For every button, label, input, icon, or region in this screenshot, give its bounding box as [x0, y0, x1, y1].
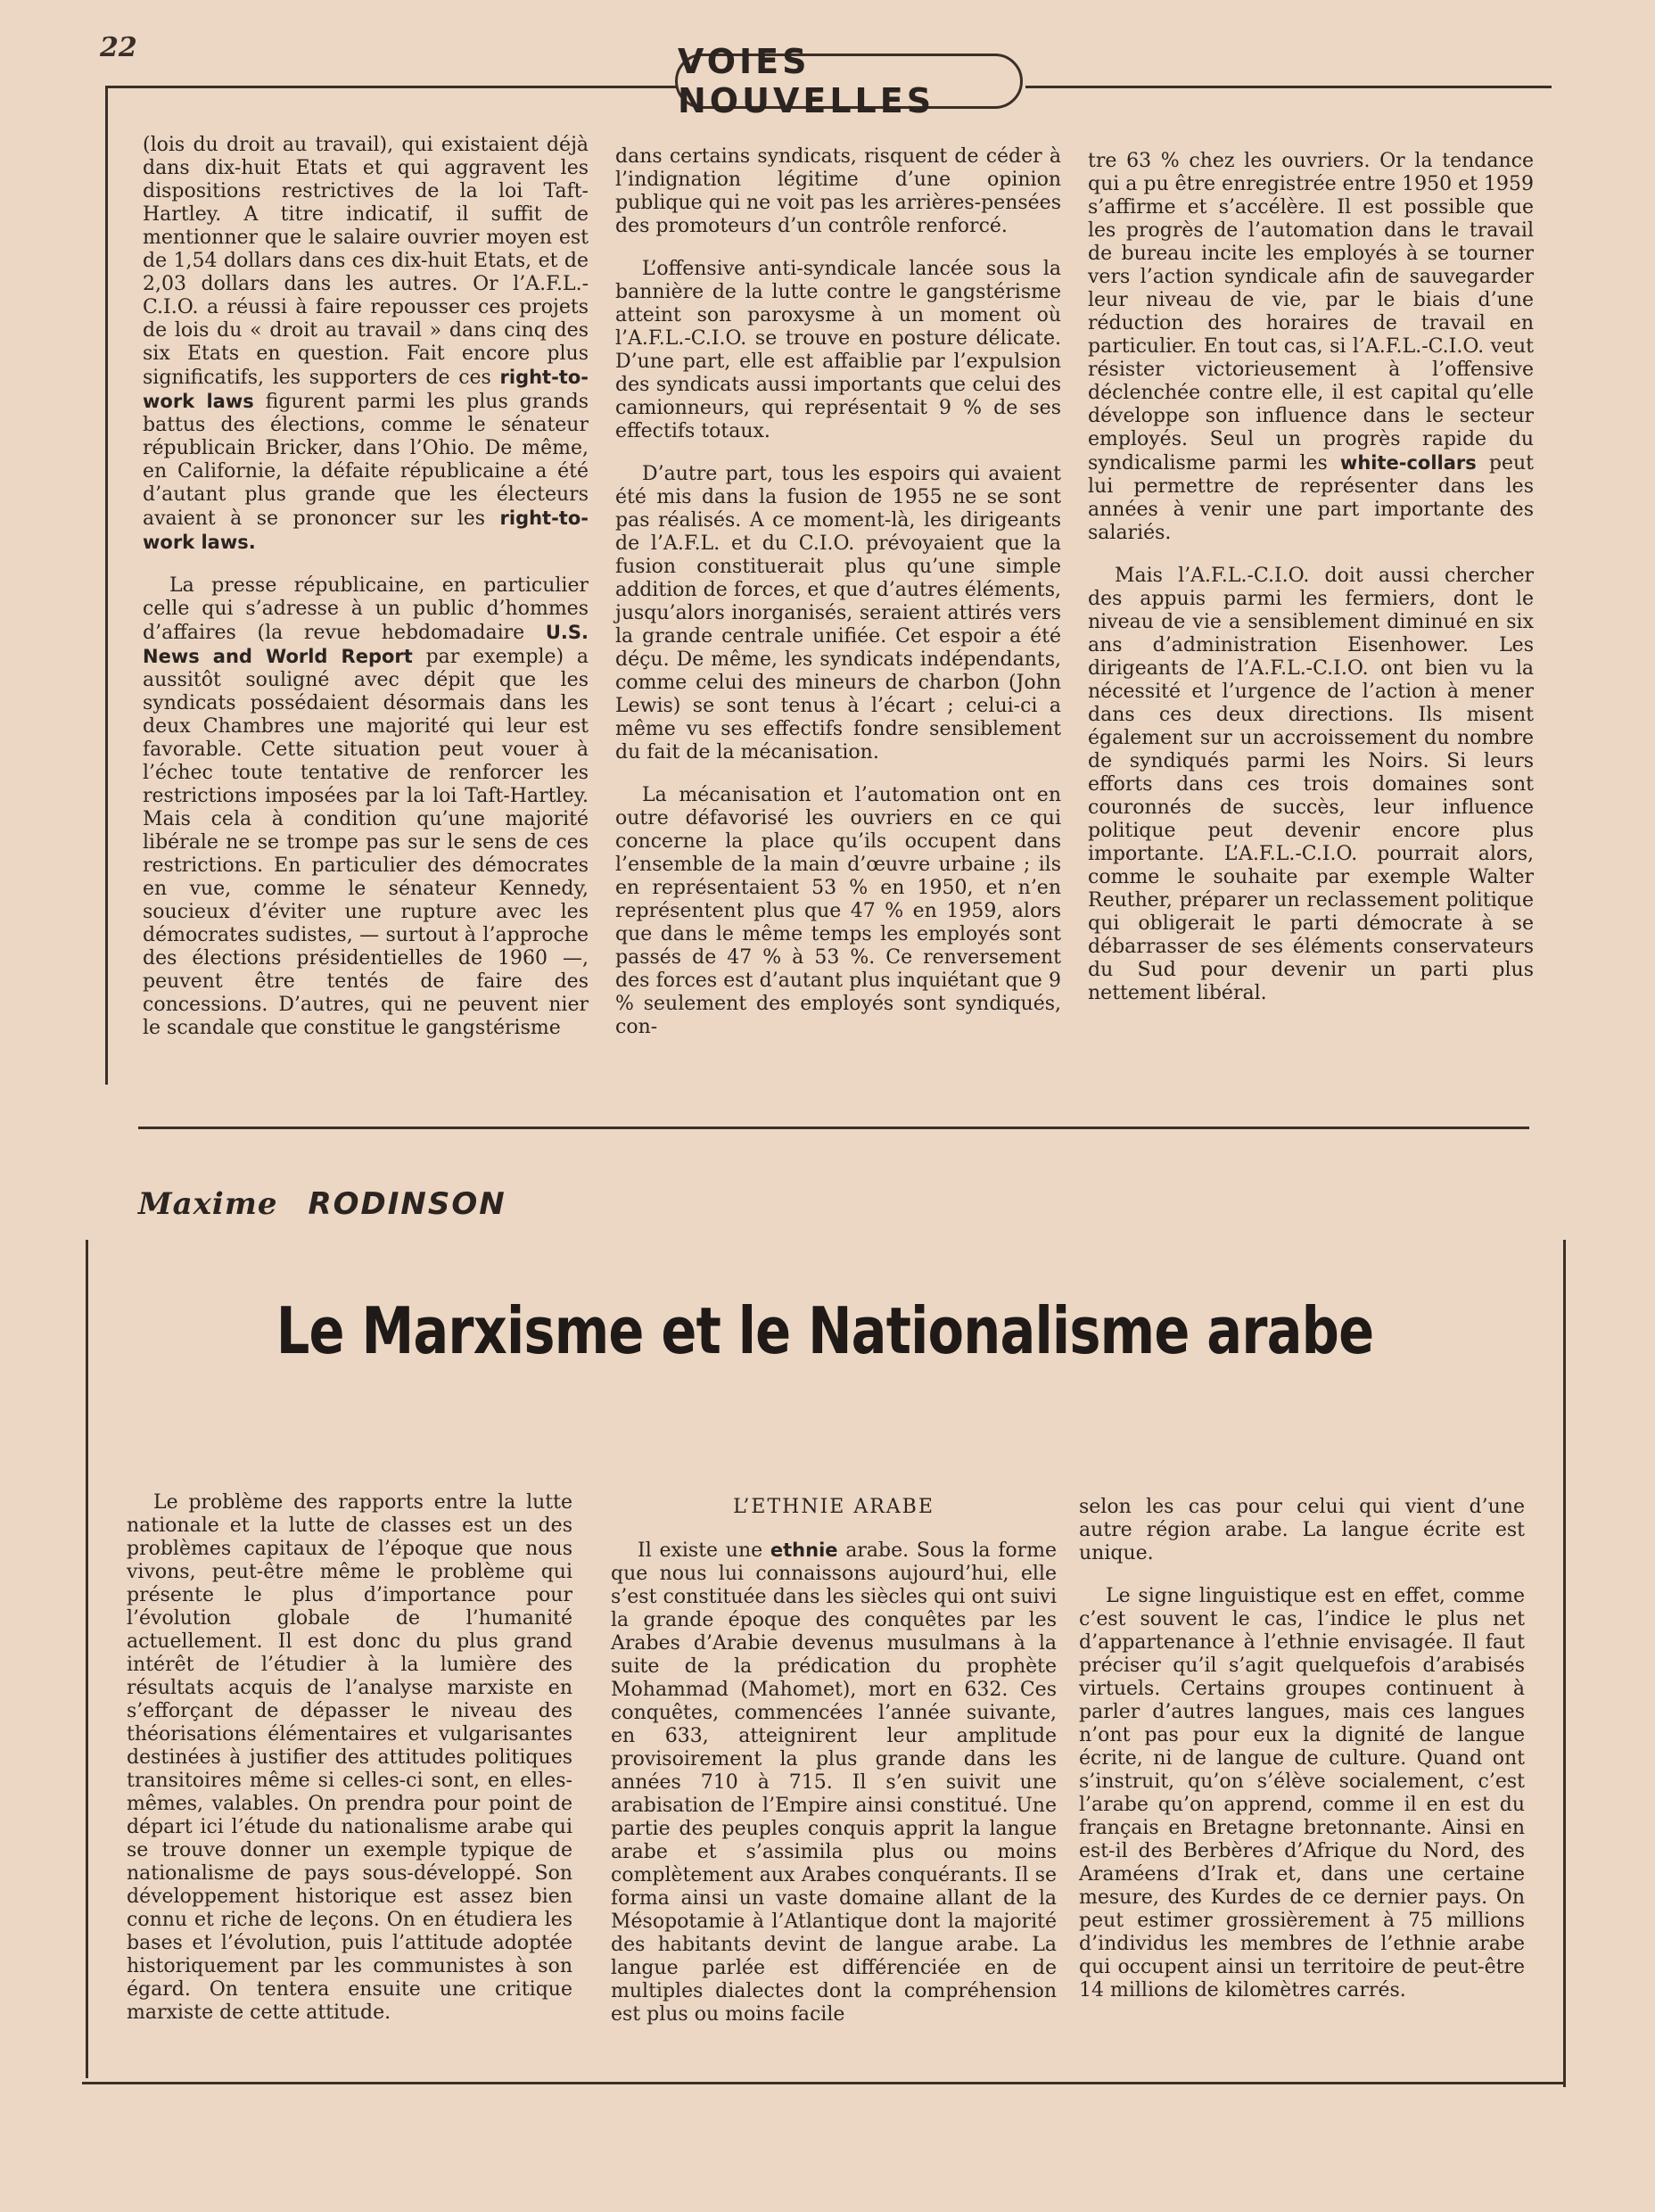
paragraph: Il existe une ethnie arabe. Sous la forme que nous lui connaissons aujourd’hui, elle s’est constituée dans les siècles qui ont suivi la grande époque des conquêtes par les Arabes d’Arabie devenus musulmans à la suite de la prédication du prophète Mohammad (Mahomet), mort en 632. Ces conquêtes, commencées l’année suivante, en 633, atteignirent leur amplitude provisoirement la plus grande dans les années 710 à 715. Il s’en suivit une arabisation de l’Empire ainsi constitué. Une partie des peuples conquis apprit la langue arabe et s’assimila plus ou moins complètement aux Arabes conquérants. Il se forma ainsi un vaste domaine allant de la Mésopotamie à l’Atlantique dont la majorité des habitants devint de langue arabe. La langue parlée est différenciée en de multiples dialectes dont la compréhension est plus ou moins facile — [611, 1539, 1057, 2026]
paragraph: tre 63 % chez les ouvriers. Or la tendance qui a pu être enregistrée entre 1950 et 1959 s’affirme et s’accélère. Il est possible que les progrès de l’automation dans le travail de bureau incite les employés à se tourner vers l’action syndicale afin de sauvegarder leur niveau de vie, par le biais d’une réduction des horaires de travail en particulier. En tout cas, si l’A.F.L.-C.I.O. veut résister victorieusement à l’offensive déclenchée contre elle, il est capital qu’elle développe son influence dans le secteur employés. Seul un progrès rapide du syndicalisme parmi les white-collars peut lui permettre de représenter dans les années à venir une part importante des salariés. — [1088, 150, 1534, 544]
paragraph: Mais l’A.F.L.-C.I.O. doit aussi chercher des appuis parmi les fermiers, dont le niveau de vie a sensiblement diminué en six ans d’administration Eisenhower. Les dirigeants de l’A.F.L.-C.I.O. ont bien vu la nécessité et l’urgence de l’action à mener dans ces deux directions. Ils misent également sur un accroissement du nombre de syndiqués parmi les Noirs. Si leurs efforts dans ces trois domaines sont couronnés de succès, leur influence politique peut devenir encore plus importante. L’A.F.L.-C.I.O. pourrait alors, comme le souhaite par exemple Walter Reuther, préparer un reclassement politique qui obligerait le parti démocrate à se débarrasser de ses éléments conservateurs du Sud pour devenir un parti plus nettement libéral. — [1088, 565, 1534, 1004]
paragraph: La mécanisation et l’automation ont en outre défavorisé les ouvriers en ce qui concerne la place qu’ils occupent dans l’ensemble de la main d’œuvre urbaine ; ils en représentaient 53 % en 1950, et n’en représentent plus que 47 % en 1959, alors que dans le même temps les employés sont passés de 47 % à 53 %. Ce renversement des forces est d’autant plus inquiétant que 9 % seulement des employés sont syndiqués, con- — [615, 784, 1061, 1038]
page-number: 22 — [100, 32, 137, 63]
top-article-column-3 — [1088, 150, 1534, 1018]
paragraph: dans certains syndicats, risquent de céder à l’indignation légitime d’une opinion publique qui ne voit pas les arrières-pensées des promoteurs d’un contrôle renforcé. — [615, 145, 1061, 237]
article-title: Le Marxisme et le Nationalisme arabe — [276, 1293, 1374, 1368]
paragraph: Le problème des rapports entre la lutte nationale et la lutte de classes est un des problèmes capitaux de l’époque que nous vivons, peut-être même le problème qui présente le plus d’importance pour l’évolution globale de l’humanité actuellement. Il est donc du plus grand intérêt de l’étudier à la lumière des résultats acquis de l’analyse marxiste en s’efforçant de dépasser le niveau des théorisations élémentaires et vulgarisantes destinées à justifier des attitudes politiques transitoires même si celles-ci sont, en elles-mêmes, valables. On prendra pour point de départ ici l’étude du nationalisme arabe qui se trouve donner un exemple typique de nationalisme de pays sous-développé. Son développement historique est assez bien connu et riche de leçons. On en étudiera les bases et l’évolution, puis l’attitude adoptée historiquement par les communistes à son égard. On tentera ensuite une critique marxiste de cette attitude. — [127, 1491, 572, 2024]
top-article-column-1 — [143, 134, 589, 1052]
article-author — [138, 1186, 506, 1222]
journal-title: VOIES NOUVELLES — [675, 54, 1023, 109]
header-rule-right — [1025, 86, 1552, 88]
paragraph: selon les cas pour celui qui vient d’une autre région arabe. La langue écrite est unique. — [1079, 1496, 1525, 1564]
paragraph: L’offensive anti-syndicale lancée sous la bannière de la lutte contre le gangstérisme atteint son paroxysme à un moment où l’A.F.L.-C.I.O. se trouve en posture délicate. D’une part, elle est affaiblie par l’expulsion des syndicats aussi importants que celui des camionneurs, qui représentait 9 % de ses effectifs totaux. — [615, 258, 1061, 442]
bottom-frame-bottom-rule — [82, 2082, 1566, 2084]
top-article-column-2 — [615, 145, 1061, 1052]
paragraph: Le signe linguistique est en effet, comme c’est souvent le cas, l’indice le plus net d’appartenance à l’ethnie envisagée. Il faut préciser qu’il s’agit quelquefois d’arabisés virtuels. Certains groupes continuent à parler d’autres langues, mais ces langues n’ont pas pour eux la dignité de langue écrite, ni de langue de culture. Quand ont s’instruit, qu’on s’élève socialement, c’est l’arabe qu’on apprend, comme il en est du français en Bretagne bretonnante. Ainsi en est-il des Berbères d’Afrique du Nord, des Araméens d’Irak et, dans une certaine mesure, des Kurdes de ce dernier pays. On peut estimer grossièrement à 75 millions d’individus les membres de l’ethnie arabe qui occupent ainsi un territoire de peut-être 14 millions de kilomètres carrés. — [1079, 1585, 1525, 2002]
paragraph: D’autre part, tous les espoirs qui avaient été mis dans la fusion de 1955 ne se sont pas réalisés. A ce moment-là, les dirigeants de l’A.F.L. et du C.I.O. prévoyaient que la fusion constituerait plus qu’une simple addition de forces, et que d’autres éléments, jusqu’alors inorganisés, seraient attirés vers la grande centrale unifiée. Cet espoir a été déçu. De même, les syndicats indépendants, comme celui des mineurs de charbon (John Lewis) se sont tenus à l’écart ; celui-ci a même vu ses effectifs fondre sensiblement du fait de la mécanisation. — [615, 463, 1061, 763]
bottom-article-column-3 — [1079, 1496, 1525, 2015]
paragraph: (lois du droit au travail), qui existaient déjà dans dix-huit Etats et qui aggravent les dispositions restrictives de la loi Taft-Hartley. A titre indicatif, il suffit de mentionner que le salaire ouvrier moyen est de 1,54 dollars dans ces dix-huit Etats, et de 2,03 dollars dans les autres. Or l’A.F.L.-C.I.O. a réussi à faire repousser ces projets de lois du « droit au travail » dans cinq des six Etats en question. Fait encore plus significatifs, les supporters de ces right-to-work laws figurent parmi les plus grands battus des élections, comme le sénateur républicain Bricker, dans l’Ohio. De même, en Californie, la défaite républicaine a été d’autant plus grande que les électeurs avaient à se prononcer sur les right-to-work laws. — [143, 134, 589, 553]
top-frame-left-rule — [105, 86, 108, 1085]
paragraph: La presse républicaine, en particulier celle qui s’adresse à un public d’hommes d’affaires (la revue hebdomadaire U.S. News and World Report par exemple) a aussitôt souligné avec dépit que les syndicats possédaient désormais dans les deux Chambres une majorité qui leur est favorable. Cette situation peut vouer à l’échec toute tentative de renforcer les restrictions imposées par la loi Taft-Hartley. Mais cela à condition qu’une majorité libérale ne se trompe pas sur le sens de ces restrictions. En particulier des démocrates en vue, comme le sénateur Kennedy, soucieux d’éviter une rupture avec les démocrates sudistes, — surtout à l’approche des élections présidentielles de 1960 —, peuvent être tentés de faire des concessions. D’autres, qui ne peuvent nier le scandale que constitue le gangstérisme — [143, 574, 589, 1039]
author-first-name: Maxime — [138, 1186, 278, 1222]
bottom-article-column-1 — [127, 1491, 572, 2037]
article-separator-rule — [138, 1127, 1529, 1129]
bottom-article-column-2 — [611, 1496, 1057, 2039]
bottom-frame-left-rule — [86, 1240, 88, 2078]
header-rule-left — [107, 86, 678, 88]
author-last-name: RODINSON — [308, 1186, 506, 1222]
section-heading: L’ETHNIE ARABE — [733, 1496, 935, 1518]
bottom-frame-right-rule — [1563, 1240, 1566, 2087]
